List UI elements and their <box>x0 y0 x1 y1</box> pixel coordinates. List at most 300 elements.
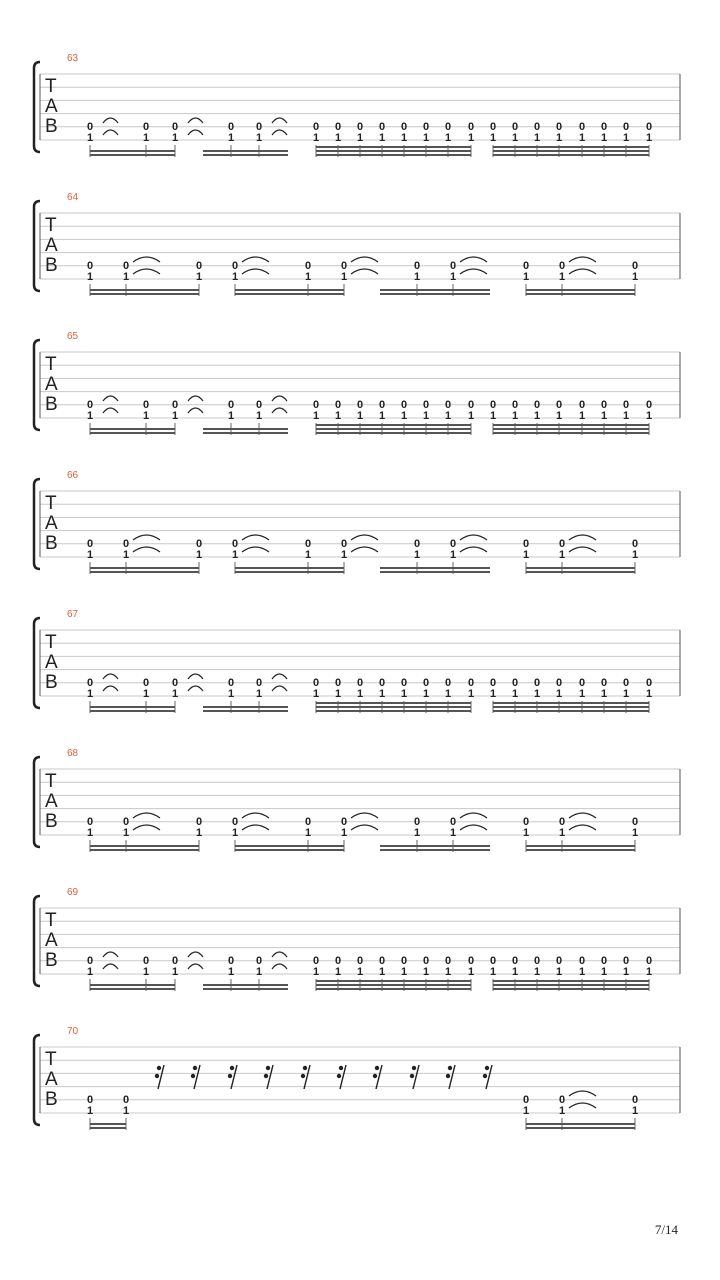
fret-number: 0 <box>255 955 263 967</box>
fret-number: 0 <box>400 399 408 411</box>
fret-number: 1 <box>340 549 348 561</box>
fret-number: 1 <box>422 132 430 144</box>
fret-number: 0 <box>422 955 430 967</box>
fret-number: 0 <box>489 677 497 689</box>
fret-number: 0 <box>622 399 630 411</box>
fret-number: 0 <box>631 816 639 828</box>
fret-number: 0 <box>255 677 263 689</box>
fret-number: 1 <box>86 966 94 978</box>
fret-number: 0 <box>558 816 566 828</box>
slur-arc <box>569 547 596 552</box>
fret-number: 1 <box>86 132 94 144</box>
fret-number: 1 <box>334 132 342 144</box>
fret-number: 1 <box>142 132 150 144</box>
fret-number: 0 <box>304 260 312 272</box>
fret-number: 0 <box>533 121 541 133</box>
fret-number: 0 <box>231 816 239 828</box>
beam-group <box>90 846 199 850</box>
rest-dot <box>410 1074 414 1078</box>
slur-arc <box>272 952 287 957</box>
slur-arc <box>242 535 269 540</box>
fret-number: 0 <box>449 538 457 550</box>
tab-system-63 <box>34 53 680 157</box>
fret-number: 1 <box>304 549 312 561</box>
slur-arc <box>188 408 203 413</box>
fret-number: 1 <box>533 966 541 978</box>
fret-number: 0 <box>122 260 130 272</box>
fret-number: 0 <box>86 399 94 411</box>
rest-dot <box>485 1066 489 1070</box>
fret-number: 1 <box>511 410 519 422</box>
beam-group <box>203 985 288 989</box>
slur-arc <box>569 535 596 540</box>
fret-number: 0 <box>422 677 430 689</box>
fret-number: 0 <box>555 399 563 411</box>
fret-number: 0 <box>340 816 348 828</box>
tab-clef-b: B <box>45 394 58 415</box>
tab-clef-t: T <box>45 76 57 97</box>
slur-arc <box>569 1103 596 1108</box>
measure-number: 66 <box>67 470 79 481</box>
slur-arc <box>272 408 287 413</box>
fret-number: 0 <box>227 677 235 689</box>
slur-arc <box>103 952 118 957</box>
beam-group <box>526 290 635 294</box>
fret-number: 0 <box>86 677 94 689</box>
slur-arc <box>188 396 203 401</box>
fret-number: 1 <box>227 132 235 144</box>
fret-number: 1 <box>171 410 179 422</box>
fret-number: 1 <box>558 827 566 839</box>
fret-number: 1 <box>422 688 430 700</box>
fret-number: 1 <box>444 132 452 144</box>
fret-number: 1 <box>555 688 563 700</box>
slur-arc <box>460 257 487 262</box>
slur-arc <box>569 269 596 274</box>
tab-clef-t: T <box>45 910 57 931</box>
fret-number: 0 <box>378 399 386 411</box>
slur-arc <box>103 130 118 135</box>
rest-dot <box>375 1066 379 1070</box>
beam-group <box>90 429 175 433</box>
beam-group <box>235 290 344 294</box>
fret-number: 1 <box>449 271 457 283</box>
fret-number: 1 <box>334 688 342 700</box>
tab-clef-b: B <box>45 533 58 554</box>
beam-group <box>235 568 344 572</box>
fret-number: 1 <box>558 271 566 283</box>
fret-number: 1 <box>255 132 263 144</box>
fret-number: 1 <box>422 966 430 978</box>
slur-arc <box>351 269 378 274</box>
fret-number: 0 <box>533 677 541 689</box>
fret-number: 0 <box>631 538 639 550</box>
fret-number: 1 <box>378 132 386 144</box>
fret-number: 0 <box>489 399 497 411</box>
rest-dot <box>446 1074 450 1078</box>
fret-number: 0 <box>86 121 94 133</box>
fret-number: 1 <box>522 271 530 283</box>
fret-number: 1 <box>122 549 130 561</box>
measure-number: 63 <box>67 53 79 64</box>
beam-group <box>380 846 490 850</box>
tab-system-65 <box>34 331 680 435</box>
fret-number: 0 <box>631 1094 639 1106</box>
tab-system-64 <box>34 192 680 296</box>
tab-clef-a: A <box>45 1069 58 1090</box>
system-bracket <box>34 618 40 708</box>
fret-number: 0 <box>467 121 475 133</box>
tab-clef-b: B <box>45 811 58 832</box>
fret-number: 0 <box>255 399 263 411</box>
fret-number: 1 <box>86 549 94 561</box>
fret-number: 0 <box>522 1094 530 1106</box>
sixteenth-rest <box>337 1065 346 1089</box>
fret-number: 1 <box>334 966 342 978</box>
fret-number: 1 <box>171 688 179 700</box>
slur-arc <box>133 813 160 818</box>
slur-arc <box>103 686 118 691</box>
tab-clef-t: T <box>45 493 57 514</box>
beam-group <box>235 846 344 850</box>
slur-arc <box>242 547 269 552</box>
slur-arc <box>569 825 596 830</box>
measure-number: 67 <box>67 609 79 620</box>
rest-dot <box>191 1074 195 1078</box>
fret-number: 0 <box>400 121 408 133</box>
slur-arc <box>460 269 487 274</box>
fret-number: 0 <box>142 955 150 967</box>
beam-group <box>90 1124 126 1128</box>
measure-number: 64 <box>67 192 79 203</box>
fret-number: 0 <box>378 121 386 133</box>
fret-number: 1 <box>195 271 203 283</box>
fret-number: 0 <box>122 816 130 828</box>
sixteenth-rest <box>301 1065 310 1089</box>
fret-number: 1 <box>467 688 475 700</box>
fret-number: 0 <box>227 121 235 133</box>
tab-system-67 <box>34 609 680 713</box>
fret-number: 1 <box>334 410 342 422</box>
beam-group <box>203 707 288 711</box>
fret-number: 1 <box>400 132 408 144</box>
sixteenth-rest <box>264 1065 273 1089</box>
fret-number: 1 <box>304 827 312 839</box>
fret-number: 1 <box>645 688 653 700</box>
fret-number: 1 <box>578 688 586 700</box>
fret-number: 0 <box>467 677 475 689</box>
fret-number: 1 <box>142 966 150 978</box>
fret-number: 0 <box>122 538 130 550</box>
fret-number: 0 <box>600 955 608 967</box>
fret-number: 0 <box>378 677 386 689</box>
slur-arc <box>272 130 287 135</box>
slur-arc <box>242 257 269 262</box>
fret-number: 0 <box>312 677 320 689</box>
fret-number: 0 <box>449 816 457 828</box>
fret-number: 1 <box>227 688 235 700</box>
fret-number: 0 <box>312 955 320 967</box>
fret-number: 0 <box>312 121 320 133</box>
fret-number: 1 <box>400 966 408 978</box>
fret-number: 0 <box>171 399 179 411</box>
fret-number: 0 <box>449 260 457 272</box>
slur-arc <box>133 257 160 262</box>
page-number: 7/14 <box>654 1222 678 1237</box>
fret-number: 1 <box>467 966 475 978</box>
slur-arc <box>188 686 203 691</box>
fret-number: 0 <box>334 677 342 689</box>
fret-number: 1 <box>533 688 541 700</box>
fret-number: 1 <box>255 966 263 978</box>
fret-number: 0 <box>86 1094 94 1106</box>
fret-number: 1 <box>631 1105 639 1117</box>
fret-number: 1 <box>413 827 421 839</box>
fret-number: 0 <box>400 955 408 967</box>
slur-arc <box>569 257 596 262</box>
fret-number: 0 <box>142 399 150 411</box>
slur-arc <box>188 964 203 969</box>
fret-number: 1 <box>533 410 541 422</box>
fret-number: 0 <box>356 399 364 411</box>
fret-number: 1 <box>622 410 630 422</box>
rest-dot <box>448 1066 452 1070</box>
fret-number: 1 <box>555 132 563 144</box>
fret-number: 1 <box>558 1105 566 1117</box>
fret-number: 1 <box>142 688 150 700</box>
fret-number: 1 <box>400 410 408 422</box>
fret-number: 1 <box>413 549 421 561</box>
slur-arc <box>103 674 118 679</box>
fret-number: 0 <box>645 399 653 411</box>
slur-arc <box>272 118 287 123</box>
fret-number: 1 <box>511 688 519 700</box>
fret-number: 1 <box>312 132 320 144</box>
slur-arc <box>103 408 118 413</box>
slur-arc <box>188 952 203 957</box>
rest-dot <box>193 1066 197 1070</box>
fret-number: 1 <box>413 271 421 283</box>
fret-number: 0 <box>558 538 566 550</box>
sixteenth-rest <box>483 1065 492 1089</box>
fret-number: 0 <box>86 816 94 828</box>
fret-number: 0 <box>522 260 530 272</box>
fret-number: 1 <box>356 966 364 978</box>
fret-number: 0 <box>578 677 586 689</box>
tab-system-70 <box>34 1026 680 1130</box>
slur-arc <box>272 674 287 679</box>
slur-arc <box>272 964 287 969</box>
fret-number: 1 <box>600 688 608 700</box>
fret-number: 1 <box>622 688 630 700</box>
sixteenth-rest <box>155 1065 164 1089</box>
fret-number: 0 <box>304 538 312 550</box>
tab-clef-t: T <box>45 771 57 792</box>
system-bracket <box>34 1035 40 1125</box>
slur-arc <box>188 674 203 679</box>
sixteenth-rest <box>410 1065 419 1089</box>
sixteenth-rest <box>373 1065 382 1089</box>
fret-number: 0 <box>231 260 239 272</box>
fret-number: 0 <box>171 677 179 689</box>
fret-number: 1 <box>86 688 94 700</box>
slur-arc <box>569 1091 596 1096</box>
fret-number: 1 <box>555 966 563 978</box>
sixteenth-rest <box>191 1065 200 1089</box>
beam-group <box>380 290 490 294</box>
fret-number: 0 <box>578 399 586 411</box>
fret-number: 1 <box>631 549 639 561</box>
fret-number: 1 <box>422 410 430 422</box>
slur-arc <box>242 825 269 830</box>
beam-group <box>90 707 175 711</box>
slur-arc <box>103 118 118 123</box>
slur-arc <box>272 686 287 691</box>
fret-number: 1 <box>312 410 320 422</box>
fret-number: 0 <box>231 538 239 550</box>
fret-number: 1 <box>356 132 364 144</box>
measure-number: 68 <box>67 748 79 759</box>
fret-number: 0 <box>195 538 203 550</box>
tab-clef-a: A <box>45 652 58 673</box>
fret-number: 1 <box>86 410 94 422</box>
fret-number: 0 <box>489 121 497 133</box>
fret-number: 0 <box>422 121 430 133</box>
fret-number: 0 <box>578 121 586 133</box>
fret-number: 1 <box>312 688 320 700</box>
slur-arc <box>133 547 160 552</box>
fret-number: 0 <box>558 260 566 272</box>
fret-number: 1 <box>378 966 386 978</box>
fret-number: 1 <box>533 132 541 144</box>
slur-arc <box>133 269 160 274</box>
tab-clef-a: A <box>45 930 58 951</box>
fret-number: 1 <box>255 410 263 422</box>
fret-number: 0 <box>413 816 421 828</box>
tab-clef-t: T <box>45 215 57 236</box>
fret-number: 0 <box>422 399 430 411</box>
tab-clef-t: T <box>45 632 57 653</box>
fret-number: 0 <box>142 677 150 689</box>
slur-arc <box>188 118 203 123</box>
fret-number: 1 <box>86 827 94 839</box>
measure-number: 69 <box>67 887 79 898</box>
slur-arc <box>351 535 378 540</box>
fret-number: 0 <box>511 955 519 967</box>
beam-group <box>526 1124 635 1128</box>
fret-number: 1 <box>227 966 235 978</box>
slur-arc <box>133 535 160 540</box>
slur-arc <box>272 396 287 401</box>
rest-dot <box>303 1066 307 1070</box>
fret-number: 1 <box>122 1105 130 1117</box>
tab-system-68 <box>34 748 680 852</box>
fret-number: 1 <box>578 410 586 422</box>
fret-number: 1 <box>340 827 348 839</box>
fret-number: 1 <box>444 688 452 700</box>
beam-group <box>90 151 175 155</box>
tab-clef-a: A <box>45 96 58 117</box>
tab-system-69 <box>34 887 680 991</box>
tab-clef-t: T <box>45 1049 57 1070</box>
beam-group <box>203 429 288 433</box>
rest-dot <box>412 1066 416 1070</box>
slur-arc <box>460 535 487 540</box>
fret-number: 0 <box>555 121 563 133</box>
fret-number: 1 <box>600 966 608 978</box>
tab-clef-a: A <box>45 791 58 812</box>
fret-number: 1 <box>489 688 497 700</box>
fret-number: 0 <box>413 538 421 550</box>
fret-number: 0 <box>334 399 342 411</box>
fret-number: 0 <box>645 121 653 133</box>
tab-clef-b: B <box>45 950 58 971</box>
fret-number: 0 <box>227 955 235 967</box>
fret-number: 0 <box>334 955 342 967</box>
slur-arc <box>133 825 160 830</box>
fret-number: 0 <box>622 955 630 967</box>
fret-number: 0 <box>255 121 263 133</box>
system-bracket <box>34 757 40 847</box>
slur-arc <box>460 547 487 552</box>
fret-number: 1 <box>444 410 452 422</box>
fret-number: 0 <box>600 677 608 689</box>
fret-number: 0 <box>511 121 519 133</box>
fret-number: 1 <box>558 549 566 561</box>
rest-dot <box>337 1074 341 1078</box>
fret-number: 1 <box>356 688 364 700</box>
beam-group <box>90 290 199 294</box>
tab-clef-t: T <box>45 354 57 375</box>
fret-number: 0 <box>645 677 653 689</box>
fret-number: 1 <box>522 827 530 839</box>
fret-number: 0 <box>227 399 235 411</box>
fret-number: 1 <box>86 1105 94 1117</box>
fret-number: 0 <box>413 260 421 272</box>
rest-dot <box>230 1066 234 1070</box>
fret-number: 0 <box>356 955 364 967</box>
fret-number: 1 <box>467 132 475 144</box>
fret-number: 0 <box>533 955 541 967</box>
system-bracket <box>34 896 40 986</box>
rest-dot <box>301 1074 305 1078</box>
fret-number: 0 <box>86 955 94 967</box>
tab-clef-a: A <box>45 374 58 395</box>
slur-arc <box>103 964 118 969</box>
tab-clef-a: A <box>45 513 58 534</box>
fret-number: 1 <box>195 827 203 839</box>
system-bracket <box>34 201 40 291</box>
fret-number: 1 <box>631 827 639 839</box>
rest-dot <box>155 1074 159 1078</box>
fret-number: 1 <box>522 549 530 561</box>
fret-number: 0 <box>444 955 452 967</box>
fret-number: 0 <box>142 121 150 133</box>
tab-clef-b: B <box>45 1089 58 1110</box>
fret-number: 1 <box>304 271 312 283</box>
fret-number: 1 <box>578 966 586 978</box>
slur-arc <box>188 130 203 135</box>
fret-number: 0 <box>378 955 386 967</box>
fret-number: 0 <box>444 677 452 689</box>
fret-number: 1 <box>489 966 497 978</box>
slur-arc <box>351 257 378 262</box>
slur-arc <box>460 813 487 818</box>
fret-number: 0 <box>622 677 630 689</box>
rest-dot <box>339 1066 343 1070</box>
slur-arc <box>460 825 487 830</box>
fret-number: 0 <box>631 260 639 272</box>
